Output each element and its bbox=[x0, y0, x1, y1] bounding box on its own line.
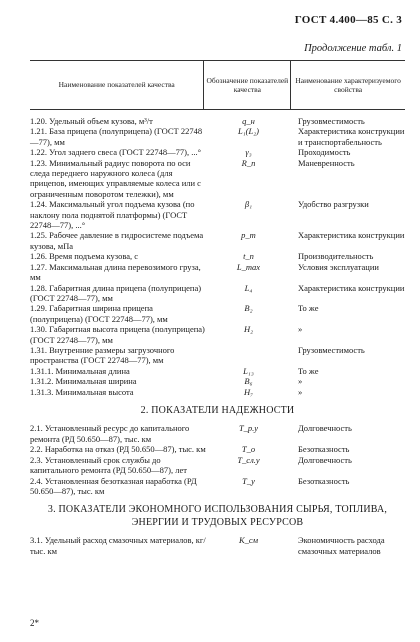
table-row bbox=[30, 345, 405, 366]
row-name: 1.31.1. Минимальная длина bbox=[30, 365, 130, 376]
row-name: 1.31.2. Минимальная ширина bbox=[30, 376, 137, 387]
page-footer-mark: 2* bbox=[30, 618, 39, 628]
table-row bbox=[30, 303, 405, 324]
row-name: 1.29. Габаритная ширина прицепа (полуприцепа) (ГОСТ 22748—77), мм bbox=[30, 303, 168, 324]
row-designation: B₂ bbox=[244, 303, 253, 314]
row-property: Производительность bbox=[298, 251, 374, 262]
row-property: Удобство разгрузки bbox=[298, 199, 369, 210]
row-property: То же bbox=[298, 303, 319, 314]
table-row bbox=[30, 283, 405, 304]
row-name: 1.21. База прицепа (полуприцепа) (ГОСТ 22748—77), мм bbox=[30, 126, 203, 147]
row-name: 1.28. Габаритная длина прицепа (полуприцепа) (ГОСТ 22748—77), мм bbox=[30, 282, 202, 303]
table-row bbox=[30, 147, 405, 157]
row-property: Грузовместимость bbox=[298, 116, 365, 126]
row-designation: p_т bbox=[241, 230, 256, 241]
table-row bbox=[30, 455, 405, 476]
row-property: » bbox=[298, 324, 303, 335]
column-header-name: Наименование показателей качества bbox=[58, 80, 175, 90]
row-designation: B₆ bbox=[244, 376, 253, 387]
row-name: 2.4. Установленная безотказная наработка (РД 50.650—87), тыс. км bbox=[30, 475, 197, 496]
row-name: 1.27. Максимальная длина перевозимого груза, мм bbox=[30, 261, 201, 283]
row-name: 1.25. Рабочее давление в гидросистеме подъема кузова, мПа bbox=[30, 230, 204, 251]
table-row bbox=[30, 126, 405, 147]
table-continuation-label: Продолжение табл. 1 bbox=[304, 43, 402, 54]
row-name: 3.1. Удельный расход смазочных материалов, кг/тыс. км bbox=[30, 535, 206, 556]
row-name: 1.31.3. Минимальная высота bbox=[30, 386, 134, 397]
row-name: 2.3. Установленный срок службы до капитального ремонта (РД 50.650—87), лет bbox=[30, 454, 187, 476]
row-property: Проходимость bbox=[298, 147, 351, 158]
table-header bbox=[30, 60, 405, 110]
row-designation: H₇ bbox=[243, 386, 254, 397]
row-designation: H₂ bbox=[243, 324, 254, 335]
row-designation: T_р.у bbox=[238, 423, 259, 434]
quality-indicators-table bbox=[30, 60, 405, 556]
row-name: 2.2. Наработка на отказ (РД 50.650—87), тыс. км bbox=[30, 444, 206, 455]
row-property: Экономичность расхода смазочных материалов bbox=[298, 535, 385, 556]
table-row bbox=[30, 158, 405, 200]
row-property: Безотказность bbox=[298, 444, 350, 455]
row-property: Характеристика конструкции и транспортабельность bbox=[298, 126, 405, 147]
row-property: Долговечность bbox=[298, 423, 352, 434]
table-row bbox=[30, 423, 405, 444]
column-header-property: Наименование характеризуемого свойства bbox=[295, 75, 401, 94]
column-header-designation: Обозначение показателей качества bbox=[203, 61, 291, 109]
table-row bbox=[30, 230, 405, 251]
row-property: Маневренность bbox=[298, 157, 355, 168]
row-property: Безотказность bbox=[298, 475, 350, 486]
table-row bbox=[30, 376, 405, 386]
row-designation: R_п bbox=[241, 157, 256, 168]
row-name: 1.30. Габаритная высота прицепа (полуприцепа) (ГОСТ 22748—77), мм bbox=[30, 324, 205, 345]
row-name: 1.24. Максимальный угол подъема кузова (по наклону пола поднятой платформы) (ГОСТ 22748—77), ...° bbox=[30, 199, 195, 231]
table-row bbox=[30, 366, 405, 376]
section-title-economy: 3. ПОКАЗАТЕЛИ ЭКОНОМНОГО ИСПОЛЬЗОВАНИЯ СЫРЬЯ, ТОПЛИВА, ЭНЕРГИИ И ТРУДОВЫХ РЕСУРСОВ bbox=[47, 504, 388, 528]
row-property: Долговечность bbox=[298, 454, 352, 465]
row-designation: q_н bbox=[242, 116, 255, 126]
row-designation: T_у bbox=[242, 475, 255, 486]
row-property: » bbox=[298, 386, 303, 397]
table-row bbox=[30, 387, 405, 397]
row-property: То же bbox=[298, 365, 319, 376]
row-designation: L₄ bbox=[244, 282, 253, 293]
table-row bbox=[30, 535, 405, 556]
row-property: Условия эксплуатации bbox=[298, 261, 379, 272]
row-name: 1.31. Внутренние размеры загрузочного пространства (ГОСТ 22748—77), мм bbox=[30, 344, 175, 366]
table-row bbox=[30, 444, 405, 454]
table-row bbox=[30, 199, 405, 230]
table-row bbox=[30, 116, 405, 126]
row-name: 2.1. Установленный ресурс до капитального ремонта (РД 50.650—87), тыс. км bbox=[30, 423, 190, 444]
table-row bbox=[30, 324, 405, 345]
row-property: Характеристика конструкции bbox=[298, 282, 405, 293]
row-designation: t_п bbox=[243, 251, 254, 262]
row-designation: T_сл.у bbox=[237, 454, 260, 465]
row-designation: K_см bbox=[238, 535, 259, 546]
row-name: 1.22. Угол заднего свеса (ГОСТ 22748—77), ...° bbox=[30, 147, 201, 158]
row-name: 1.20. Удельный объем кузова, м³/т bbox=[30, 116, 153, 126]
row-designation: γ₃ bbox=[245, 147, 252, 158]
row-designation: T_о bbox=[241, 444, 256, 455]
row-designation: L₁₃ bbox=[243, 365, 254, 376]
table-row bbox=[30, 476, 405, 497]
row-property: Грузовместимость bbox=[298, 344, 365, 355]
page-header: ГОСТ 4.400—85 С. 3 bbox=[294, 14, 402, 26]
table-row bbox=[30, 251, 405, 261]
row-name: 1.26. Время подъема кузова, с bbox=[30, 251, 139, 262]
row-designation: L_max bbox=[236, 261, 261, 272]
row-designation: β₁ bbox=[244, 199, 253, 210]
row-property: » bbox=[298, 376, 303, 387]
section-title-reliability: 2. ПОКАЗАТЕЛИ НАДЕЖНОСТИ bbox=[140, 404, 295, 416]
row-designation bbox=[206, 345, 291, 366]
table-row bbox=[30, 262, 405, 283]
row-property: Характеристика конструкции bbox=[298, 230, 405, 241]
row-designation: L₁(L₂) bbox=[237, 126, 260, 137]
row-name: 1.23. Минимальный радиус поворота по оси следа переднего наружного колеса (для прицепов, имеющих управляемые колеса или с ограниченным поворотом тележки), мм bbox=[30, 157, 201, 199]
